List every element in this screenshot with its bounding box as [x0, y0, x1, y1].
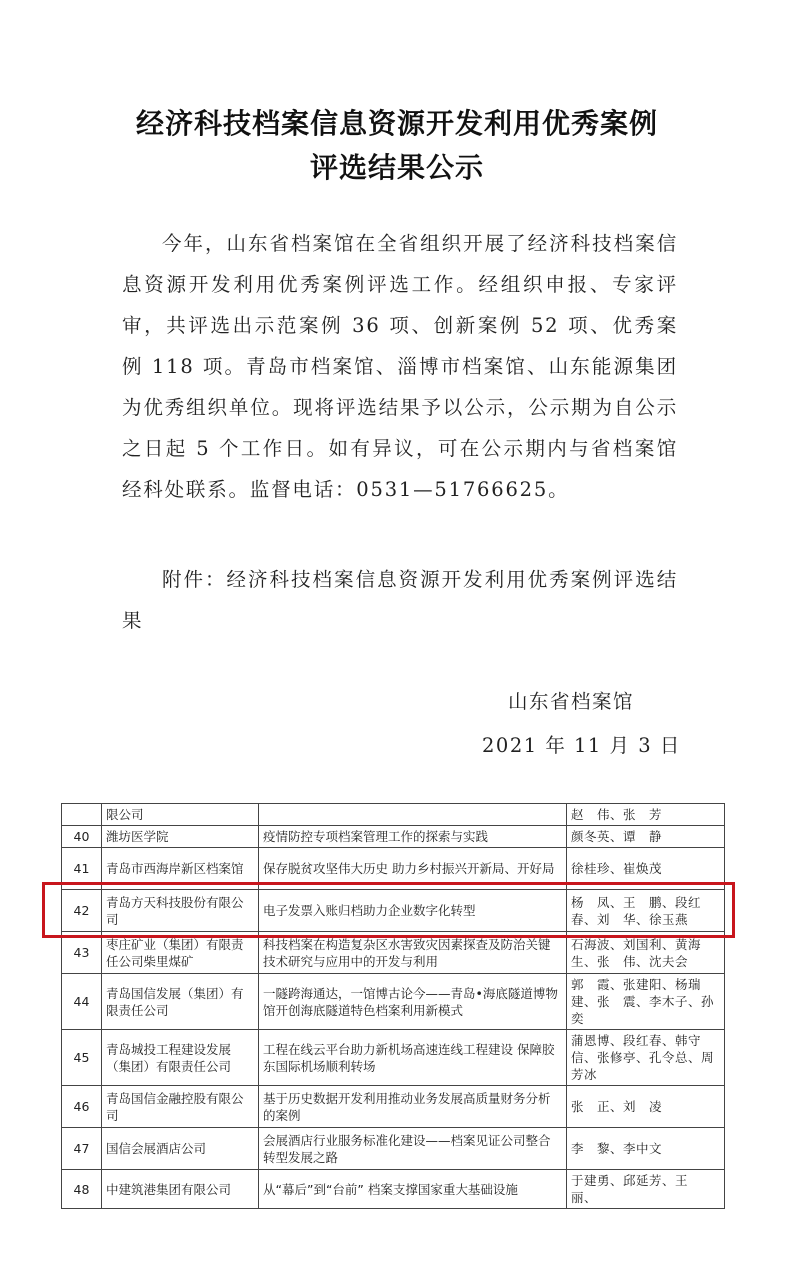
- table-row: [62, 848, 725, 890]
- row-number: 47: [62, 1128, 102, 1170]
- organization-cell: 限公司: [102, 804, 259, 826]
- organization-cell: 中建筑港集团有限公司: [102, 1170, 259, 1209]
- organization-cell: 枣庄矿业（集团）有限责任公司柴里煤矿: [102, 932, 259, 974]
- case-title-cell: 电子发票入账归档助力企业数字化转型: [259, 890, 567, 932]
- authors-cell: 徐桂珍、崔焕茂: [567, 848, 725, 890]
- authors-cell: 蒲恩博、段红春、韩守信、张修亭、孔令总、周芳冰: [567, 1030, 725, 1086]
- row-number: 45: [62, 1030, 102, 1086]
- case-title-cell: 会展酒店行业服务标准化建设——档案见证公司整合转型发展之路: [259, 1128, 567, 1170]
- organization-cell: 青岛城投工程建设发展（集团）有限责任公司: [102, 1030, 259, 1086]
- table-row: [62, 932, 725, 974]
- row-number: 44: [62, 974, 102, 1030]
- attachment-note: 附件：经济科技档案信息资源开发利用优秀案例评选结果: [122, 568, 678, 632]
- authors-cell: 石海波、刘国利、黄海生、张 伟、沈夫会: [567, 932, 725, 974]
- organization-cell: 潍坊医学院: [102, 826, 259, 848]
- row-number: 41: [62, 848, 102, 890]
- case-title-cell: 一隧跨海通达，一馆博古论今——青岛•海底隧道博物馆开创海底隧道特色档案利用新模式: [259, 974, 567, 1030]
- table-row: [62, 1030, 725, 1086]
- row-number: 48: [62, 1170, 102, 1209]
- row-number: 42: [62, 890, 102, 932]
- case-title-cell: 疫情防控专项档案管理工作的探索与实践: [259, 826, 567, 848]
- row-number: 40: [62, 826, 102, 848]
- document-title-line-2: 评选结果公示: [309, 151, 484, 184]
- results-table: [61, 803, 728, 1209]
- authors-cell: 杨 凤、王 鹏、段红春、刘 华、徐玉燕: [567, 890, 725, 932]
- authors-cell: 赵 伟、张 芳: [567, 804, 725, 826]
- table-row: [62, 826, 725, 848]
- organization-cell: 青岛国信发展（集团）有限责任公司: [102, 974, 259, 1030]
- case-title-cell: 科技档案在构造复杂区水害致灾因素探查及防治关键技术研究与应用中的开发与利用: [259, 932, 567, 974]
- authors-cell: 颜冬英、谭 静: [567, 826, 725, 848]
- signature-date: 2021 年 11 月 3 日: [482, 734, 681, 757]
- case-title-cell: [259, 804, 567, 826]
- case-title-cell: 保存脱贫攻坚伟大历史 助力乡村振兴开新局、开好局: [259, 848, 567, 890]
- document-title-line-1: 经济科技档案信息资源开发利用优秀案例: [135, 107, 658, 140]
- table-row: [62, 804, 725, 826]
- authors-cell: 李 黎、李中文: [567, 1128, 725, 1170]
- organization-cell: 国信会展酒店公司: [102, 1128, 259, 1170]
- authors-cell: 郭 霞、张建阳、杨瑞建、张 震、李木子、孙 奕: [567, 974, 725, 1030]
- table-row: [62, 1170, 725, 1209]
- row-number: 46: [62, 1086, 102, 1128]
- organization-cell: 青岛市西海岸新区档案馆: [102, 848, 259, 890]
- case-title-cell: 工程在线云平台助力新机场高速连线工程建设 保障胶东国际机场顺利转场: [259, 1030, 567, 1086]
- authors-cell: 于建勇、邱延芳、王 丽、: [567, 1170, 725, 1209]
- table-row: [62, 1086, 725, 1128]
- row-number: [62, 804, 102, 826]
- case-title-cell: 基于历史数据开发利用推动业务发展高质量财务分析的案例: [259, 1086, 567, 1128]
- organization-cell: 青岛方天科技股份有限公司: [102, 890, 259, 932]
- announcement-paragraph: 今年，山东省档案馆在全省组织开展了经济科技档案信息资源开发利用优秀案例评选工作。经组织申报、专家评审，共评选出示范案例 36 项、创新案例 52 项、优秀案例 118 项。青岛市档案馆、淄博市档案馆、山东能源集团为优秀组织单位。现将评选结果予以公示，公示期为自公示之日起 5 个工作日。如有异议，可在公示期内与省档案馆经科处联系。监督电话：0531—51766625。: [122, 232, 678, 501]
- row-number: 43: [62, 932, 102, 974]
- table-row: [62, 1128, 725, 1170]
- table-row-highlighted: [62, 890, 725, 932]
- signature-organization: 山东省档案馆: [508, 690, 635, 713]
- organization-cell: 青岛国信金融控股有限公司: [102, 1086, 259, 1128]
- authors-cell: 张 正、刘 凌: [567, 1086, 725, 1128]
- table-row: [62, 974, 725, 1030]
- case-title-cell: 从“幕后”到“台前” 档案支撑国家重大基础设施: [259, 1170, 567, 1209]
